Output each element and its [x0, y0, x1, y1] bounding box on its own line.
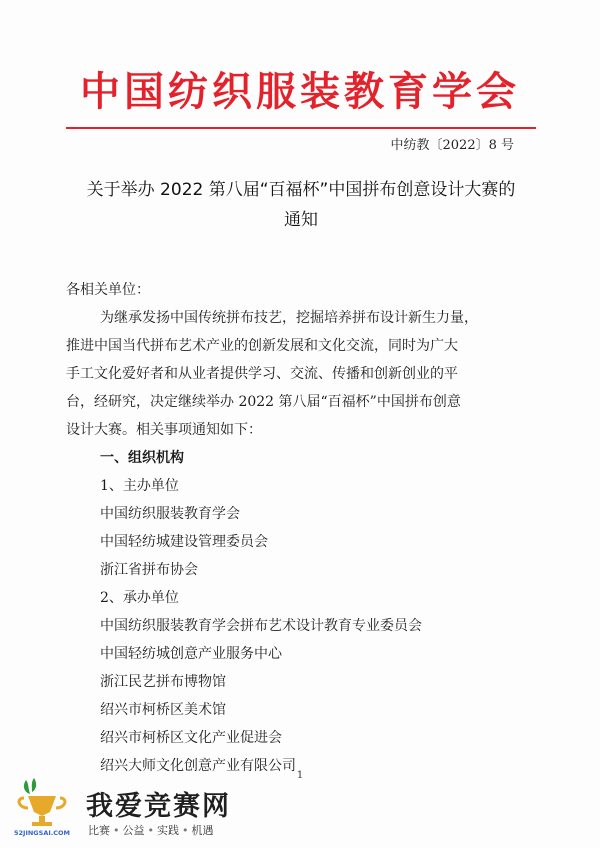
document-title: [66, 175, 536, 235]
salutation: 各相关单位：: [66, 282, 150, 298]
organizer-entry: 中国纺织服装教育学会拼布艺术设计教育专业委员会: [100, 618, 422, 634]
organizer-entry: 绍兴市柯桥区美术馆: [100, 702, 226, 718]
paragraph-line: 为继承发扬中国传统拼布技艺，挖掘培养拼布设计新生力量，: [100, 310, 478, 326]
sub-heading-hosts: 1、主办单位: [100, 478, 179, 494]
sub-heading-organizers: 2、承办单位: [100, 590, 179, 606]
watermark-site-text: 52JINGSAI.COM: [13, 829, 71, 837]
title-line-2: 通知: [284, 210, 318, 230]
header-red-rule: [66, 127, 536, 129]
title-line-1: 关于举办 2022 第八届“百福杯”中国拼布创意设计大赛的: [86, 180, 516, 200]
organizer-entry: 浙江民艺拼布博物馆: [100, 674, 226, 690]
document-body: [66, 276, 536, 780]
page-number: 1: [296, 770, 304, 781]
organizer-entry: 绍兴市柯桥区文化产业促进会: [100, 730, 282, 746]
tagline-item: 比赛: [88, 824, 110, 837]
intro-paragraph: [66, 304, 536, 444]
organization-header: 中国纺织服装教育学会: [80, 69, 520, 115]
host-entry: 浙江省拼布协会: [100, 562, 198, 578]
tagline-item: 机遇: [191, 824, 214, 837]
paragraph-line: 台，经研究，决定继续举办 2022 第八届“百福杯”中国拼布创意: [66, 394, 461, 410]
paragraph-line: 推进中国当代拼布艺术产业的创新发展和文化交流，同时为广大: [66, 338, 458, 354]
watermark-trophy-logo-icon: [12, 776, 72, 838]
tagline-item: 公益: [122, 824, 145, 837]
organizer-entry: 绍兴大师文化创意产业有限公司: [100, 758, 296, 774]
section-heading-organization: 一、组织机构: [100, 450, 184, 466]
tagline-item: 实践: [157, 824, 179, 837]
host-entry: 中国轻纺城建设管理委员会: [100, 534, 268, 550]
watermark-brand: 我爱竞赛网: [86, 791, 231, 822]
paragraph-line: 手工文化爱好者和从业者提供学习、交流、传播和创新创业的平: [66, 366, 458, 382]
host-entry: 中国纺织服装教育学会: [100, 506, 240, 522]
document-number: 中纺教〔2022〕8 号: [390, 138, 514, 153]
organizer-entry: 中国轻纺城创意产业服务中心: [100, 646, 282, 662]
watermark-tagline: 比赛 • 公益 • 实践 • 机遇: [88, 824, 214, 837]
paragraph-line: 设计大赛。相关事项通知如下：: [66, 422, 262, 438]
